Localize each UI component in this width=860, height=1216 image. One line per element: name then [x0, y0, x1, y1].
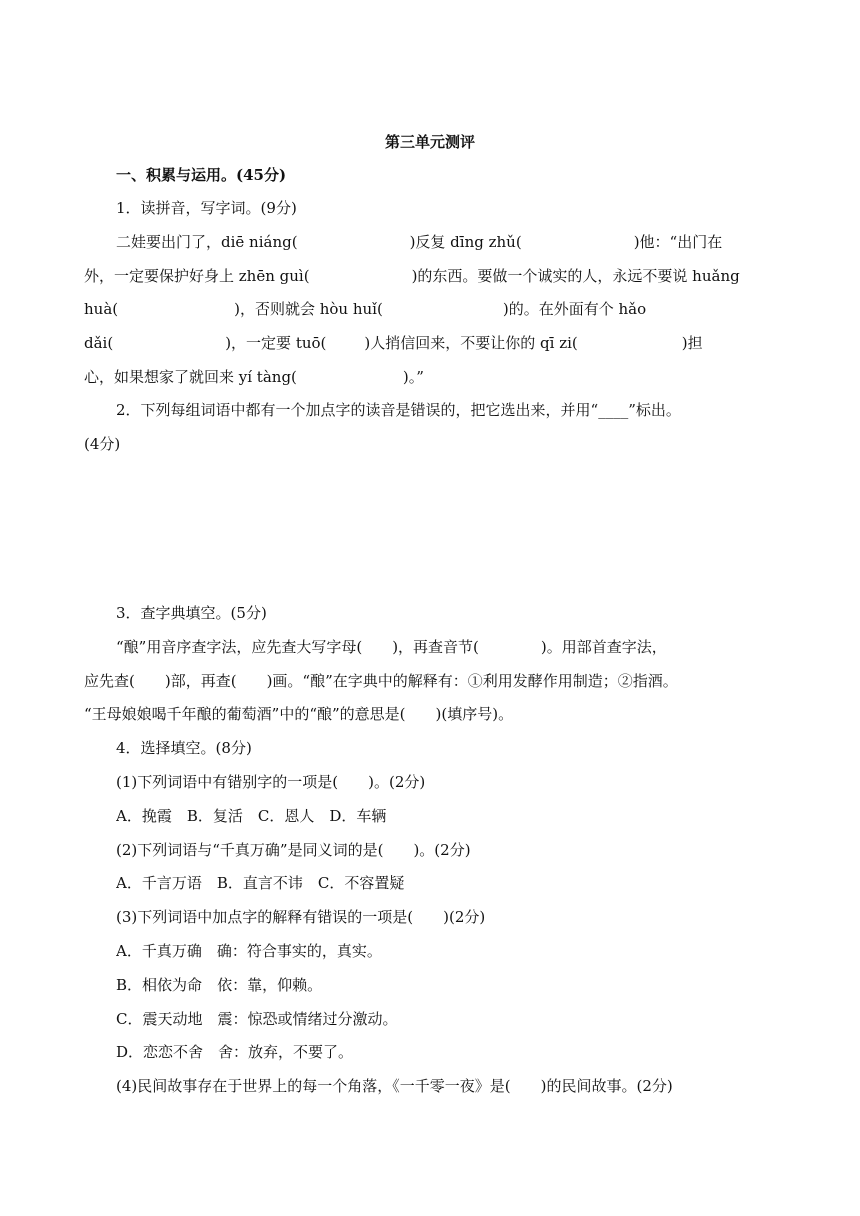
- q4-sub-4: (4)民间故事存在于世界上的每一个角落，《一千零一夜》是( )的民间故事。(2分): [116, 1077, 673, 1095]
- q4-sub-3-option: A．千真万确 确：符合事实的，真实。: [116, 942, 382, 960]
- q4-sub-1-options: A．挽霞 B．复活 C．恩人 D．车辆: [116, 807, 387, 825]
- dotted-character: 舍: [188, 1043, 204, 1061]
- q4-sub-3-option: D．恋恋不舍 舍：放弃，不要了。: [116, 1043, 354, 1061]
- q1-line-5: 心，如果想家了就回来 yí tàng( )。”: [84, 368, 424, 386]
- q4-sub-2-options: A．千言万语 B．直言不讳 C．不容置疑: [116, 874, 405, 892]
- dotted-character: 确: [186, 942, 202, 960]
- page-title: 第三单元测评: [384, 133, 475, 151]
- dotted-character: 依: [157, 976, 173, 994]
- q1-line-3: huà( )，否则就会 hòu huǐ( )的。在外面有个 hǎo: [84, 300, 647, 318]
- q1-line-2: 外，一定要保护好身上 zhēn guì( )的东西。要做一个诚实的人，永远不要说 huǎng: [84, 267, 740, 285]
- q1-line-1: 二娃要出门了，diē niáng( )反复 dīng zhǔ( )他：“出门在: [116, 233, 723, 251]
- q4-sub-3: (3)下列词语中加点字的解释有错误的一项是( )(2分): [116, 908, 486, 926]
- question-2-score: (4分): [84, 435, 121, 453]
- question-3-stem: 3．查字典填空。(5分): [116, 604, 267, 622]
- q3-line-3: “王母娘娘喝千年酿的葡萄酒”中的“酿”的意思是( )(填序号)。: [84, 705, 514, 723]
- question-4-stem: 4．选择填空。(8分): [116, 739, 252, 757]
- q3-line-2: 应先查( )部，再查( )画。“酿”在字典中的解释有：①利用发酵作用制造；②指酒。: [84, 672, 678, 690]
- section-heading: 一、积累与运用。(45分): [116, 166, 287, 184]
- q4-sub-3-option: B．相依为命 依：靠，仰赖。: [116, 976, 323, 994]
- q4-sub-3-option: C．震天动地 震：惊恐或情绪过分激动。: [116, 1010, 398, 1028]
- q1-line-4: dǎi( )，一定要 tuō( )人捎信回来，不要让你的 qī zi( )担: [84, 334, 703, 352]
- q4-sub-1: (1)下列词语中有错别字的一项是( )。(2分): [116, 773, 426, 791]
- q3-line-1: “酿”用音序查字法，应先查大写字母( )，再查音节( )。用部首查字法，: [116, 638, 667, 656]
- question-2-stem: 2．下列每组词语中都有一个加点字的读音是错误的，把它选出来，并用“____”标出。: [116, 401, 681, 419]
- dotted-character: 震: [142, 1010, 158, 1028]
- question-1-stem: 1．读拼音，写字词。(9分): [116, 199, 297, 217]
- q4-sub-2: (2)下列词语与“千真万确”是同义词的是( )。(2分): [116, 841, 471, 859]
